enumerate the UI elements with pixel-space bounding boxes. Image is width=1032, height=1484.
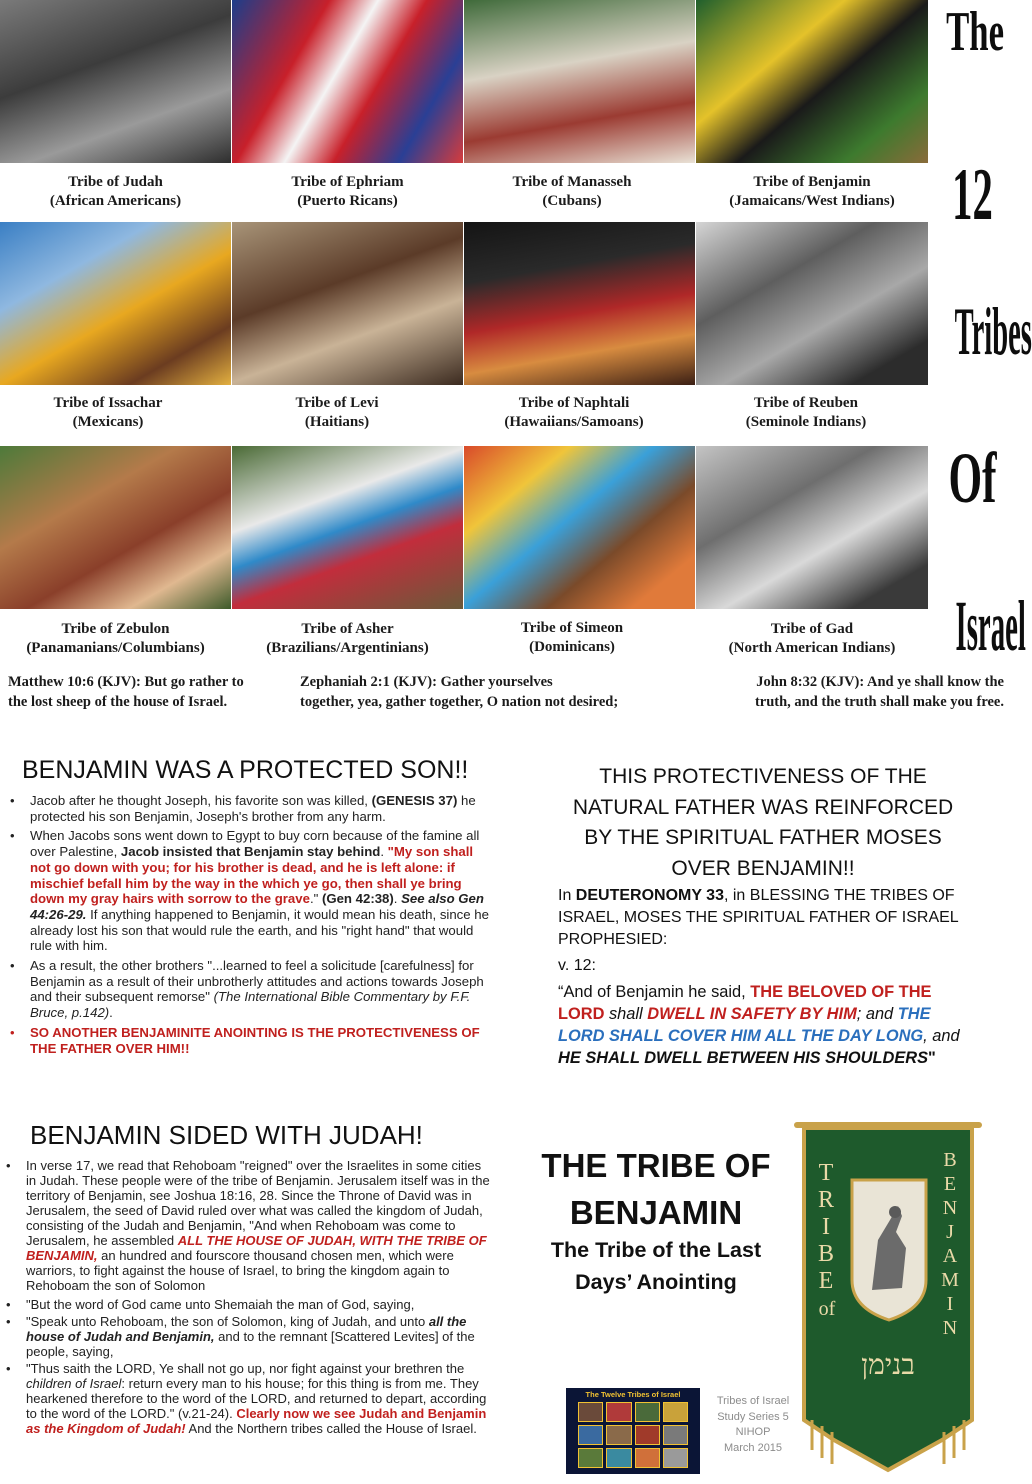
photo-gad xyxy=(696,446,928,609)
photo-benjamin xyxy=(696,0,928,163)
list-item: • "Thus saith the LORD, Ye shall not go up, nor fight against your brethren the children of Israel: return every man to his house; for this thing is from me. They hearkened therefore to the word of the LORD, and returned to depart, according to the word of the LORD." (v.21-24). Clearly now we see Judah and Benjamin as the Kingdom of Judah! And the Northern tribes called the House of Israel. xyxy=(0,1361,494,1436)
poster-title-tribes: Tribes xyxy=(954,293,1032,369)
protected-son-list xyxy=(4,793,490,1060)
feature-subtitle: The Tribe of the Last Days’ Anointing xyxy=(550,1238,762,1294)
banner-tribe-text: TRIBE xyxy=(817,1160,834,1294)
caption-reuben: Tribe of Reuben (Seminole Indians) xyxy=(745,395,867,430)
twelve-tribes-booklet-thumbnail xyxy=(566,1388,700,1474)
photo-ephriam xyxy=(232,0,463,163)
caption-manasseh: Tribe of Manasseh (Cubans) xyxy=(512,174,632,209)
photo-reuben xyxy=(696,222,928,385)
tribe-of-benjamin-banner xyxy=(792,1120,984,1472)
photo-judah xyxy=(0,0,231,163)
deuteronomy-quote: “And of Benjamin he said, THE BELOVED OF THE LORD shall DWELL IN SAFETY BY HIM; and THE LORD SHALL COVER HIM ALL THE DAY LONG, and HE SHALL DWELL BETWEEN HIS SHOULDERS" xyxy=(558,983,960,1067)
list-item: • In verse 17, we read that Rehoboam "reigned" over the Israelites in some cities in Judah. These people were of the tribe of Benjamin. Jerusalem itself was in the territory of Benjamin, see Joshua 18:16, 28. Since the Throne of David was in Jerusalem, the seed of David ruled over what was called the kingdom of Judah, consisting of the Judah and Benjamin, "And when Rehoboam was come to Jerusalem, he assembled ALL THE HOUSE OF JUDAH, WITH THE TRIBE OF BENJAMIN, an hundred and fourscore thousand chosen men, which were warriors, to fight against the house of Israel, to bring the kingdom again to Rehoboam the son of Solomon xyxy=(0,1158,494,1293)
heading-sided-with-judah: BENJAMIN SIDED WITH JUDAH! xyxy=(30,1120,423,1150)
poster-title-12: 12 xyxy=(952,154,993,236)
banner-benjamin-text: BENJAMIN xyxy=(941,1149,959,1339)
caption-gad: Tribe of Gad (North American Indians) xyxy=(728,621,896,656)
caption-asher: Tribe of Asher (Brazilians/Argentinians) xyxy=(266,621,429,656)
poster-title-israel: Israel xyxy=(955,586,1026,666)
caption-simeon: Tribe of Simeon (Dominicans) xyxy=(520,620,624,655)
feature-title: THE TRIBE OF BENJAMIN xyxy=(541,1147,771,1231)
verse-zephaniah: Zephaniah 2:1 (KJV): Gather yourselves together, yea, gather together, O nation not desired; xyxy=(300,674,619,710)
list-item: • "But the word of God came unto Shemaiah the man of God, saying, xyxy=(0,1297,494,1312)
photo-zebulon xyxy=(0,446,231,609)
photo-manasseh xyxy=(464,0,695,163)
caption-naphtali: Tribe of Naphtali (Hawaiians/Samoans) xyxy=(504,395,644,430)
banner-hebrew-text: בנימן xyxy=(861,1348,915,1381)
poster-title-the: The xyxy=(946,1,1005,63)
tribes-poster xyxy=(0,0,1032,718)
photo-naphtali xyxy=(464,222,695,385)
photo-asher xyxy=(232,446,463,609)
heading-protected-son: BENJAMIN WAS A PROTECTED SON!! xyxy=(22,756,469,784)
photo-issachar xyxy=(0,222,231,385)
list-item: • Jacob after he thought Joseph, his favorite son was killed, (GENESIS 37) he protected his son Benjamin, Joseph's brother from any harm. xyxy=(4,793,490,824)
booklet-title: The Twelve Tribes of Israel xyxy=(585,1390,681,1399)
moses-blessing-box xyxy=(558,762,968,1069)
booklet-grid xyxy=(578,1402,688,1468)
sided-with-judah-list xyxy=(0,1158,494,1440)
banner-of-text: of xyxy=(818,1298,836,1320)
list-item: • When Jacobs sons went down to Egypt to buy corn because of the famine all over Palestine, Jacob insisted that Benjamin stay behind. "My son shall not go down with you; for his brother is dead, and he is left alone: if mischief befall him by the way in the which ye go, then shall ye bring down my gray hairs with sorrow to the grave." (Gen 42:38). See also Gen 44:26-29. If anything happened to Benjamin, it would mean his death, since he already lost his son that would rule the earth, and his "right hand" that would rule with him. xyxy=(4,828,490,954)
caption-judah: Tribe of Judah (African Americans) xyxy=(49,174,182,209)
photo-levi xyxy=(232,222,463,385)
caption-zebulon: Tribe of Zebulon (Panamanians/Columbians) xyxy=(26,621,205,656)
list-item: • "Speak unto Rehoboam, the son of Solomon, king of Judah, and unto all the house of Judah and Benjamin, and to the remnant [Scattered Levites] of the people, saying, xyxy=(0,1314,494,1359)
caption-benjamin: Tribe of Benjamin (Jamaicans/West Indians) xyxy=(729,174,895,209)
study-series-note: Tribes of Israel Study Series 5 NIHOP March 2015 xyxy=(716,1395,790,1454)
caption-levi: Tribe of Levi (Haitians) xyxy=(295,395,379,430)
photo-simeon xyxy=(464,446,695,609)
heading-protectiveness: THIS PROTECTIVENESS OF THE NATURAL FATHER WAS REINFORCED BY THE SPIRITUAL FATHER MOSES OVER BENJAMIN!! xyxy=(572,765,954,880)
list-item: • As a result, the other brothers "...learned to feel a solicitude [carefulness] for Benjamin as a result of their unbrotherly attitudes and actions towards Joseph and their subsequent remorse" (The International Bible Commentary by F.F. Bruce, p.142). xyxy=(4,958,490,1021)
verse-matthew: Matthew 10:6 (KJV): But go rather to the lost sheep of the house of Israel. xyxy=(8,674,244,710)
deuteronomy-intro: In DEUTERONOMY 33, in BLESSING THE TRIBES OF ISRAEL, MOSES THE SPIRITUAL FATHER OF ISRAEL PROPHESIED: xyxy=(558,887,959,948)
caption-ephriam: Tribe of Ephriam (Puerto Ricans) xyxy=(291,174,404,209)
verse-number: v. 12: xyxy=(558,957,596,974)
list-item: • SO ANOTHER BENJAMINITE ANOINTING IS THE PROTECTIVENESS OF THE FATHER OVER HIM!! xyxy=(4,1025,490,1056)
poster-title-of: Of xyxy=(948,438,997,518)
caption-issachar: Tribe of Issachar (Mexicans) xyxy=(53,395,163,430)
verse-john: John 8:32 (KJV): And ye shall know the truth, and the truth shall make you free. xyxy=(754,674,1004,710)
